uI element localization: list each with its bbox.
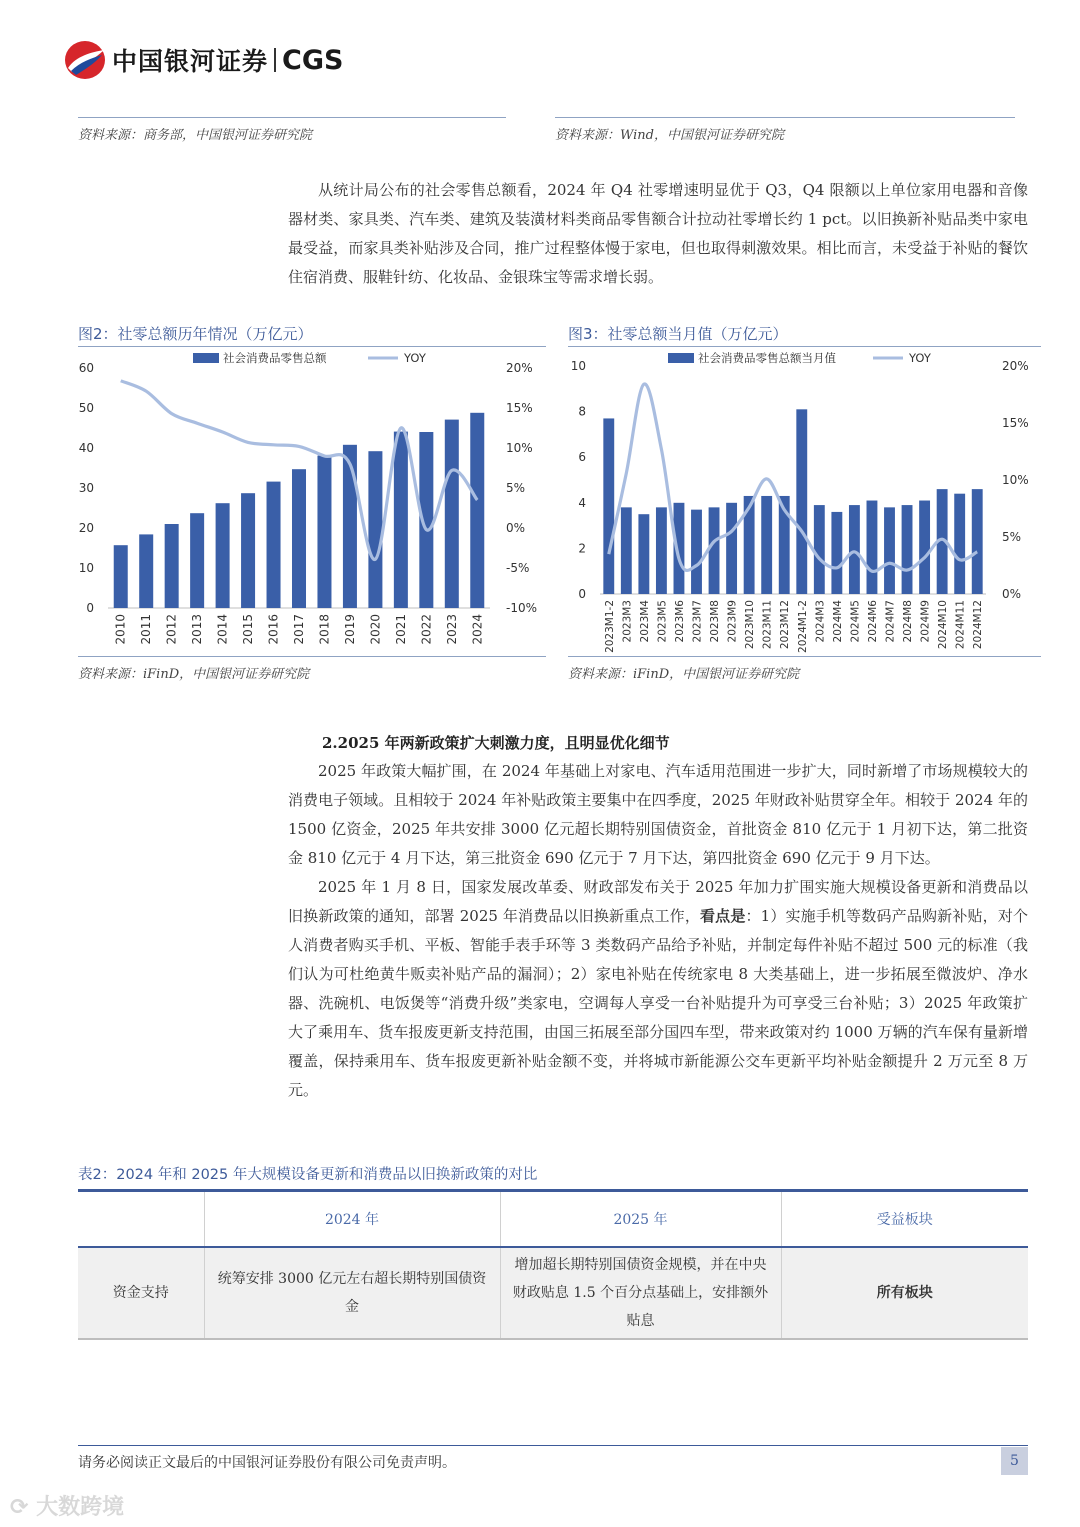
fig2-right-tick: 10% (506, 441, 533, 455)
fig3-bar (814, 505, 825, 594)
fig2-bar (139, 534, 153, 608)
fig3-right-tick: 0% (1002, 587, 1022, 601)
fig3-x-label: 2024M7 (884, 600, 897, 643)
fig3-bar (972, 489, 983, 594)
table-header-2025: 2025 年 (500, 1191, 781, 1248)
fig3-bar (603, 418, 614, 594)
fig2-bar (368, 451, 382, 608)
fig3-x-label: 2024M9 (919, 600, 932, 643)
table-row (78, 1247, 1028, 1339)
fig3-left-tick: 6 (578, 450, 586, 465)
fig3-x-label: 2023M12 (779, 600, 792, 650)
fig2-legend-line-label: YOY (404, 351, 426, 365)
row-label: 资金支持 (78, 1247, 204, 1339)
footer-rule (78, 1445, 1028, 1446)
fig3-left-tick: 8 (578, 404, 586, 419)
fig3-x-label: 2023M4 (638, 600, 651, 643)
fig2-x-label: 2018 (317, 614, 332, 645)
section-paragraph-1: 2025 年政策大幅扩围，在 2024 年基础上对家电、汽车适用范围进一步扩大，同时新增了市场规模较大的消费电子领域。且相较于 2024 年补贴政策主要集中在四季度，2025 年财政补贴贯穿全年。相较于 2024 年的 1500 亿资金，2025 年共安排 3000 亿元超长期特别国债资金，首批资金 810 亿元于 1 月初下达，第二批资金 810 亿元于 4 月下达，第三批资金 690 亿元于 7 月下达，第四批资金 690 亿元于 9 月下达。 (288, 762, 1028, 867)
fig2-x-label: 2011 (139, 614, 154, 645)
cell-2024: 统筹安排 3000 亿元左右超长期特别国债资金 (204, 1247, 500, 1339)
fig2-bar (445, 420, 459, 608)
fig2-left-tick: 60 (78, 361, 94, 375)
fig2-left-tick: 40 (78, 441, 94, 455)
fig2-x-label: 2021 (393, 614, 408, 645)
fig2-bar (216, 503, 230, 608)
brand-name: 中国银河证券 (112, 47, 269, 76)
fig2-x-label: 2017 (292, 614, 306, 645)
fig2-left-tick: 50 (78, 401, 94, 415)
fig3-x-label: 2023M9 (726, 600, 739, 643)
fig3-right-tick: 15% (1002, 416, 1029, 430)
fig3-bar (691, 510, 702, 594)
galaxy-logo-icon (62, 38, 108, 82)
fig3-bar (726, 503, 737, 594)
fig3-left-tick: 10 (570, 359, 586, 373)
fig2-left-tick: 10 (78, 561, 94, 575)
fig3-right-tick: 5% (1002, 530, 1022, 544)
fig3-x-label: 2024M4 (831, 600, 844, 643)
fig3-bottom-rule (568, 656, 1041, 657)
cell-benefit: 所有板块 (781, 1247, 1028, 1339)
fig3-legend-bar-swatch (668, 353, 694, 363)
fig3-x-label: 2023M5 (656, 600, 669, 643)
fig3-left-tick: 0 (578, 587, 586, 601)
fig2-bar (292, 469, 306, 608)
fig2-bar (470, 413, 484, 608)
fig2-x-label: 2020 (368, 614, 383, 645)
fig2-bar (343, 445, 357, 608)
fig2-x-label: 2024 (470, 614, 485, 645)
section-body (288, 757, 1028, 1105)
fig3-x-label: 2024M8 (902, 600, 915, 643)
fig3-legend-bar-label: 社会消费品零售总额当月值 (698, 351, 836, 365)
cell-2025: 增加超长期特别国债资金规模，并在中央财政贴息 1.5 个百分点基础上，安排额外贴息 (500, 1247, 781, 1339)
fig3-x-label: 2023M6 (673, 600, 686, 643)
fig3-x-label: 2024M10 (937, 600, 950, 650)
fig2-right-tick: 0% (506, 521, 526, 535)
fig2-x-label: 2013 (190, 614, 205, 645)
fig3-bar (638, 514, 649, 594)
table-header-2024: 2024 年 (204, 1191, 500, 1248)
footer-disclaimer: 请务必阅读正文最后的中国银河证券股份有限公司免责声明。 (78, 1455, 456, 1471)
brand-name-en: CGS (282, 44, 344, 76)
top-source-divider-right (555, 117, 1015, 118)
fig3-bar (954, 494, 965, 594)
fig3-right-tick: 20% (1002, 359, 1029, 373)
fig3-x-label: 2024M3 (814, 600, 827, 643)
fig2-right-tick: 20% (506, 361, 533, 375)
fig2-bar (267, 482, 281, 608)
fig3-x-label: 2024M5 (849, 600, 862, 643)
fig3-x-label: 2024M11 (954, 600, 967, 650)
fig2-left-tick: 20 (78, 521, 94, 535)
fig2-source: 资料来源：iFinD，中国银河证券研究院 (78, 667, 310, 682)
fig3-bar (621, 507, 632, 594)
fig3-x-label: 2023M7 (691, 600, 704, 643)
top-source-left: 资料来源：商务部，中国银河证券研究院 (78, 128, 313, 143)
fig3-bar (796, 409, 807, 594)
fig3-source: 资料来源：iFinD，中国银河证券研究院 (568, 667, 800, 682)
table-title: 表2：2024 年和 2025 年大规模设备更新和消费品以旧换新政策的对比 (78, 1167, 538, 1183)
fig3-bar (831, 512, 842, 594)
fig2-bar (190, 513, 204, 608)
fig3-bar (709, 507, 720, 594)
fig3-bar (919, 501, 930, 594)
fig3-bar (884, 507, 895, 594)
fig2-x-label: 2010 (113, 614, 128, 645)
fig2-x-label: 2023 (444, 614, 459, 645)
policy-comparison-table (78, 1189, 1028, 1340)
fig3-legend-line-label: YOY (909, 351, 931, 365)
fig3-chart (568, 348, 1041, 653)
fig3-x-label: 2023M1-2 (603, 600, 616, 653)
fig2-right-tick: -10% (506, 601, 538, 615)
fig2-x-label: 2022 (419, 614, 434, 645)
fig3-bar (656, 507, 667, 594)
intro-paragraph: 从统计局公布的社会零售总额看，2024 年 Q4 社零增速明显优于 Q3，Q4 限额以上单位家用电器和音像器材类、家具类、汽车类、建筑及装潢材料类商品零售额合计拉动社零增长约 1 pct。以旧换新补贴品类中家电最受益，而家具类补贴涉及合同，推广过程整体慢于家电，但也取得刺激效果。相比而言，未受益于补贴的餐饮住宿消费、服鞋针纺、化妆品、金银珠宝等需求增长弱。 (288, 181, 1028, 286)
fig2-bar (114, 545, 128, 608)
fig2-right-tick: -5% (506, 561, 530, 575)
fig2-legend-bar-swatch (193, 353, 219, 363)
watermark: ⟳ 大数跨境 (10, 1495, 125, 1520)
fig2-x-label: 2019 (342, 614, 357, 645)
fig2-x-label: 2012 (164, 614, 179, 645)
fig2-left-tick: 0 (86, 601, 94, 615)
fig3-left-tick: 4 (578, 495, 586, 510)
fig3-left-tick: 2 (578, 541, 586, 556)
fig2-bar (241, 493, 255, 608)
fig3-x-label: 2024M1-2 (796, 600, 809, 653)
fig3-x-label: 2023M11 (761, 600, 774, 650)
fig2-title: 图2：社零总额历年情况（万亿元） (78, 325, 313, 343)
fig2-bottom-rule (78, 656, 546, 657)
brand-logo (62, 38, 343, 82)
fig3-x-label: 2023M8 (709, 600, 722, 643)
logo-divider (274, 48, 276, 72)
fig3-x-label: 2023M10 (744, 600, 757, 650)
fig2-right-tick: 15% (506, 401, 533, 415)
fig3-top-rule (568, 346, 1041, 347)
fig2-top-rule (78, 346, 546, 347)
fig2-left-tick: 30 (78, 481, 94, 495)
fig2-bar (394, 432, 408, 608)
table-header-row (78, 1191, 1028, 1248)
fig2-bar (165, 524, 179, 608)
fig2-x-label: 2015 (241, 614, 256, 645)
fig3-bar (849, 505, 860, 594)
page-number: 5 (1001, 1447, 1028, 1475)
fig2-right-tick: 5% (506, 481, 526, 495)
fig2-bar (317, 456, 331, 608)
fig2-x-label: 2014 (215, 614, 230, 645)
fig3-x-label: 2023M3 (621, 600, 634, 643)
top-source-right: 资料来源：Wind，中国银河证券研究院 (555, 128, 784, 143)
section-heading: 2.2025 年两新政策扩大刺激力度，且明显优化细节 (322, 734, 670, 752)
highlight-label: 看点是 (699, 907, 746, 925)
fig2-chart (78, 348, 546, 653)
table-header-benefit: 受益板块 (781, 1191, 1028, 1248)
section-paragraph-2: 2025 年 1 月 8 日，国家发展改革委、财政部发布关于 2025 年加力扩围实施大规模设备更新和消费品以旧换新政策的通知，部署 2025 年消费品以旧换新重点工作，看点是：1）实施手机等数码产品购新补贴，对个人消费者购买手机、平板、智能手表手环等 3 类数码产品给予补贴，并制定每件补贴不超过 500 元的标准（我们认为可杜绝黄牛贩卖补贴产品的漏洞）；2）家电补贴在传统家电 8 大类基础上，进一步拓展至微波炉、净水器、洗碗机、电饭煲等“消费升级”类家电，空调每人享受一台补贴提升为可享受三台补贴；3）2025 年政策扩大了乘用车、货车报废更新支持范围，由国三拓展至部分国四车型，带来政策对约 1000 万辆的汽车保有量新增覆盖，保持乘用车、货车报废更新补贴金额不变，并将城市新能源公交车更新平均补贴金额提升 2 万元至 8 万元。 (288, 878, 1028, 1099)
fig3-x-label: 2024M6 (866, 600, 879, 643)
fig2-legend-bar-label: 社会消费品零售总额 (223, 351, 327, 365)
table-header-blank (78, 1191, 204, 1248)
fig3-bar (902, 505, 913, 594)
fig3-right-tick: 10% (1002, 473, 1029, 487)
fig3-title: 图3：社零总额当月值（万亿元） (568, 325, 788, 343)
fig3-x-label: 2024M12 (972, 600, 985, 650)
fig2-x-label: 2016 (266, 614, 281, 645)
fig3-bar (761, 496, 772, 594)
top-source-divider-left (78, 117, 506, 118)
fig3-bar (867, 501, 878, 594)
